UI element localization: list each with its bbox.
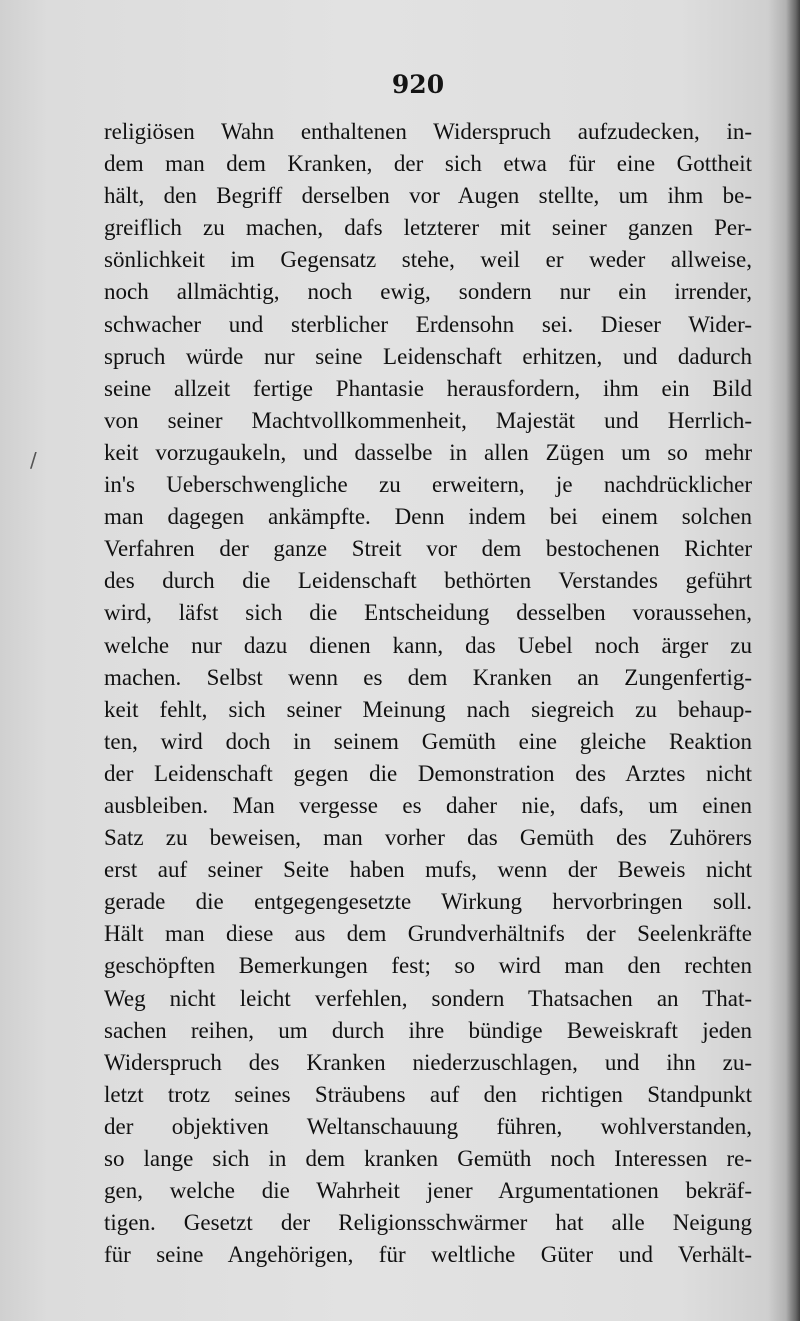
text-line: tigen. Gesetzt der Religionsschwärmer hat alle Neigung [104,1210,752,1236]
text-line: Satz zu beweisen, man vorher das Gemüth des Zuhörers [104,825,752,851]
text-line: noch allmächtig, noch ewig, sondern nur ein irrender, [104,279,752,305]
text-line: Weg nicht leicht verfehlen, sondern Thatsachen an That- [104,985,752,1011]
text-line: der Leidenschaft gegen die Demonstration des Arztes nicht [104,760,752,786]
body-text [104,116,752,1271]
text-line: keit vorzugaukeln, und dasselbe in allen Zügen um so mehr [104,439,752,465]
text-line: Verfahren der ganze Streit vor dem bestochenen Richter [104,536,752,562]
text-line: erst auf seiner Seite haben mufs, wenn der Beweis nicht [104,857,752,883]
text-line: für seine Angehörigen, für weltliche Güter und Verhält- [104,1242,752,1268]
page-number: 920 [391,70,445,99]
text-line: religiösen Wahn enthaltenen Widerspruch aufzudecken, in- [104,119,752,144]
text-line: seine allzeit fertige Phantasie herausfordern, ihm ein Bild [104,375,752,401]
text-line: wird, läfst sich die Entscheidung desselben voraussehen, [104,600,752,626]
text-line: schwacher und sterblicher Erdensohn sei. Dieser Wider- [104,311,752,337]
text-line: welche nur dazu dienen kann, das Uebel noch ärger zu [104,632,752,658]
text-line: von seiner Machtvollkommenheit, Majestät und Herrlich- [104,407,752,433]
text-line: Hält man diese aus dem Grundverhältnifs der Seelenkräfte [104,921,752,947]
text-line: des durch die Leidenschaft bethörten Verstandes geführt [104,568,752,594]
text-line: man dagegen ankämpfte. Denn indem bei einem solchen [104,504,752,530]
text-line: letzt trotz seines Sträubens auf den richtigen Standpunkt [104,1081,752,1107]
page-edge-shadow [786,0,800,1321]
text-line: greiflich zu machen, dafs letzterer mit seiner ganzen Per- [104,215,752,241]
text-line: gen, welche die Wahrheit jener Argumentationen bekräf- [104,1178,752,1204]
text-line: ten, wird doch in seinem Gemüth eine gleiche Reaktion [104,728,752,754]
text-line: in's Ueberschwengliche zu erweitern, je nachdrücklicher [104,472,752,498]
text-line: spruch würde nur seine Leidenschaft erhitzen, und dadurch [104,343,752,369]
text-line: keit fehlt, sich seiner Meinung nach siegreich zu behaup- [104,696,752,722]
text-line: machen. Selbst wenn es dem Kranken an Zungenfertig- [104,664,752,690]
text-line: sachen reihen, um durch ihre bündige Beweiskraft jeden [104,1017,752,1043]
text-line: dem man dem Kranken, der sich etwa für eine Gottheit [104,151,752,177]
text-line: Widerspruch des Kranken niederzuschlagen, und ihn zu- [104,1049,752,1075]
text-line: der objektiven Weltanschauung führen, wohlverstanden, [104,1113,752,1139]
text-line: ausbleiben. Man vergesse es daher nie, dafs, um einen [104,792,752,818]
margin-mark: / [30,448,37,472]
text-line: hält, den Begriff derselben vor Augen stellte, um ihm be- [104,183,752,209]
text-line: so lange sich in dem kranken Gemüth noch Interessen re- [104,1146,752,1171]
text-line: gerade die entgegengesetzte Wirkung hervorbringen soll. [104,889,752,915]
text-line: geschöpften Bemerkungen fest; so wird man den rechten [104,953,752,979]
text-line: sönlichkeit im Gegensatz stehe, weil er weder allweise, [104,247,752,273]
